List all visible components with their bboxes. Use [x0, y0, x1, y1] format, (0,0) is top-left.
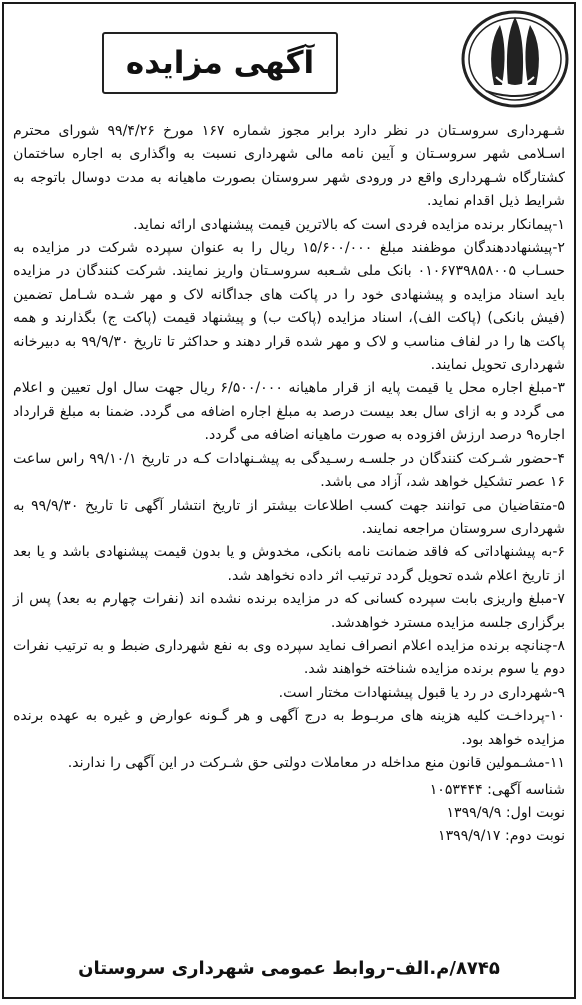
intro-paragraph: شـهرداری سروسـتان در نظر دارد برابر مجوز شماره ۱۶۷ مورخ ۹۹/۴/۲۶ شورای محترم اسـلامی شهر سروسـتان و آیین نامه مالی شهرداری نسبت به واگذاری به اجاره ساختمان کشتارگاه شـهرداری واقع در ورودی شهر سروستان بصورت ماهیانه به مدت دوسال باتوجه به شرایط ذیل اقدام نماید.: [13, 123, 565, 210]
clause: ۵-متقاضیان می توانند جهت کسب اطلاعات بیشتر از تاریخ انتشار آگهی تا تاریخ ۹۹/۹/۳۰ به شهرداری سروستان مراجعه نمایند.: [13, 497, 565, 537]
clause: ۲-پیشنهاددهندگان موظفند مبلغ ۱۵/۶۰۰/۰۰۰ ریال را به عنوان سپرده شرکت در مزایده به حسـاب ۰۱۰۶۷۳۹۸۵۸۰۰۵ بانک ملی شـعبه سروسـتان واریز نمایند. شرکت کنندگان در مزایده باید اسناد مزایده و پیشنهادی خود را در پاکت های جداگانه لاک و مهر شـده شـامل تضمین (فیش بانکی) (پاکت الف)، اسناد مزایده (پاکت ب) و پیشنهاد قیمت (پاکت ج) بگذارند و همه پاکت ها را در لفاف مناسب و لاک و مهر شده قرار دهند و حداکثر تا تاریخ ۹۹/۹/۳۰ به دبیرخانه شهرداری تحویل نمایند.: [13, 240, 565, 374]
ad-id: شناسه آگهی: ۱۰۵۳۴۴۴: [429, 782, 565, 799]
first-run-date: نوبت اول: ۱۳۹۹/۹/۹: [446, 805, 565, 822]
clause: ۱۰-پرداخـت کلیه هزینه های مربـوط به درج آگهی و هر گـونه عوارض و غیره به عهده برنده مزایده خواهد بود.: [13, 708, 565, 748]
clause: ۷-مبلغ واریزی بابت سپرده کسانی که در مزایده برنده نشده اند (نفرات چهارم به بعد) پس از برگزاری جلسه مزایده مسترد خواهدشد.: [13, 591, 565, 631]
advertisement-frame: [2, 2, 576, 999]
clause: ۴-حضور شـرکت کنندگان در جلسـه رسـیدگی به پیشـنهادات کـه در تاریخ ۹۹/۱۰/۱ راس ساعت ۱۶ عصر تشکیل خواهد شد، آزاد می باشد.: [13, 450, 565, 491]
municipality-seal-icon: [456, 7, 574, 115]
clause: ۳-مبلغ اجاره محل یا قیمت پایه از قرار ماهیانه ۶/۵۰۰/۰۰۰ ریال جهت سال اول تعیین و اعلام می گردد و به ازای سال بعد بیست درصد به مبلغ اجاره اضافه می گردد. ضمنا به مبلغ قرارداد اجاره۹ درصد ارزش افزوده به صورت ماهیانه اضافه می گردد.: [13, 380, 565, 444]
header: [4, 4, 574, 120]
advertisement-body: [13, 120, 565, 848]
clause: ۹-شهرداری در رد یا قبول پیشنهادات مختار است.: [278, 684, 565, 701]
page-title: آگهی مزایده: [102, 32, 338, 94]
clause: ۶-به پیشنهاداتی که فاقد ضمانت نامه بانکی، مخدوش و یا بدون قیمت پیشنهادی باشد و یا بعد از تاریخ اعلام شده تحویل گردد ترتیب اثر داده نخواهد شد.: [13, 544, 565, 584]
clause: ۸-چنانچه برنده مزایده اعلام انصراف نماید سپرده وی به نفع شهرداری ضبط و به ترتیب نفرات دوم یا سوم برنده مزایده شناخته خواهند شد.: [13, 637, 565, 678]
ad-meta: [13, 779, 565, 848]
footer-signature: ۸۷۴۵/م.الف–روابط عمومی شهرداری سروستان: [78, 958, 500, 979]
clause: ۱-پیمانکار برنده مزایده فردی است که بالاترین قیمت پیشنهادی ارائه نماید.: [133, 216, 565, 233]
second-run-date: نوبت دوم: ۱۳۹۹/۹/۱۷: [438, 828, 565, 845]
clause: ۱۱-مشـمولین قانون منع مداخله در معاملات دولتی حق شـرکت در این آگهی را ندارند.: [67, 754, 565, 771]
